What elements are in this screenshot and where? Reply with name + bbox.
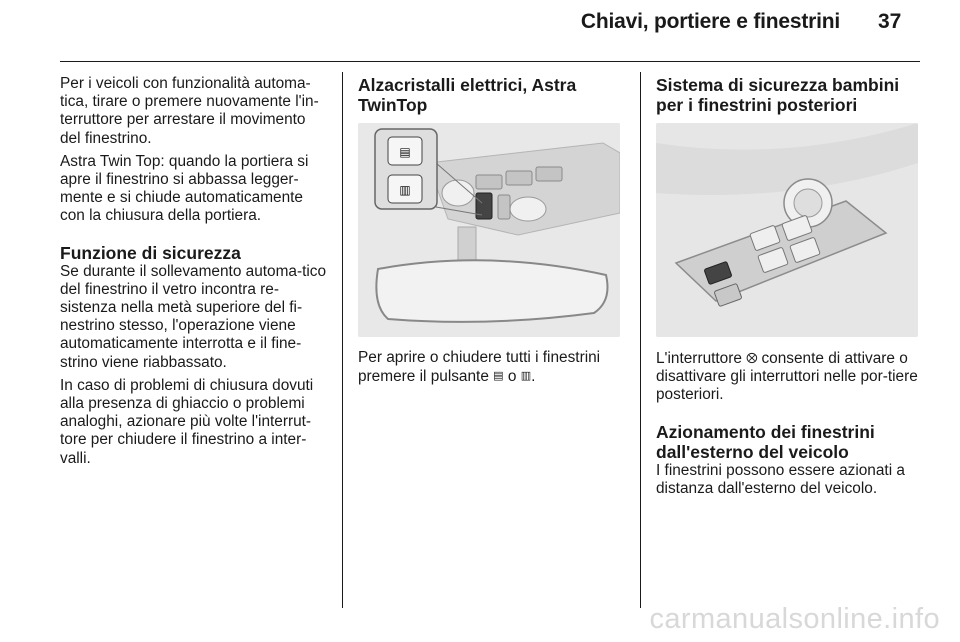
paragraph-twintop: Astra Twin Top: quando la portiera si apre il finestrino si abbassa legger-mente e si chiude automaticamente con la chiusura della portiera.	[60, 152, 309, 225]
roof-console-illustration	[358, 123, 620, 337]
figure-window-switches	[656, 123, 918, 337]
watermark: carmanualsonline.info	[649, 603, 940, 635]
paragraph-remote-windows: I finestrini possono essere azionati a distanza dall'esterno del veicolo.	[656, 461, 905, 497]
header-rule	[60, 61, 920, 62]
svg-text:▤: ▤	[399, 145, 411, 159]
child-lock-icon: ⨂	[746, 352, 758, 364]
heading-safety-function: Funzione di sicurezza	[60, 242, 241, 263]
page-title: Chiavi, portiere e finestrini	[580, 10, 840, 33]
window-switch-illustration	[656, 123, 918, 337]
paragraph-ice: In caso di problemi di chiusura dovuti alla presenza di ghiaccio o problemi analoghi, azionare più volte l'interrut-tore per chiudere il finestrino a inter-valli.	[60, 376, 314, 467]
figure-roof-console	[358, 123, 620, 337]
paragraph-all-windows: Per aprire o chiudere tutti i finestrini premere il pulsante ▤ o ▥.	[358, 349, 601, 386]
paragraph-safety: Se durante il sollevamento automa-tico del finestrino il vetro incontra re-sistenza nella metà superiore del fi-nestrino stesso, l'operazione viene automaticamente interrotta e il fine-strino viene riabbassato.	[60, 262, 327, 371]
svg-text:▥: ▥	[399, 183, 411, 197]
paragraph-auto-stop: Per i veicoli con funzionalità automa-tica, tirare o premere nuovamente l'in-terruttore per arrestare il movimento del finestrino.	[60, 75, 319, 147]
column-divider-1	[342, 72, 343, 608]
column-3	[656, 75, 924, 503]
page-number: 37	[878, 10, 902, 33]
column-divider-2	[640, 72, 641, 608]
heading-child-lock: Sistema di sicurezza bambini per i finestrini posteriori	[656, 75, 900, 115]
heading-remote-windows: Azionamento dei finestrini dall'esterno del veicolo	[656, 421, 875, 462]
column-1	[60, 75, 328, 473]
heading-power-windows: Alzacristalli elettrici, Astra TwinTop	[358, 75, 577, 115]
window-down-icon: ▤	[493, 370, 504, 383]
window-up-icon: ▥	[520, 370, 532, 383]
paragraph-child-lock: L'interruttore ⨂ consente di attivare o disattivare gli interruttori nelle por-tiere posteriori.	[656, 350, 918, 404]
column-2	[358, 75, 626, 391]
